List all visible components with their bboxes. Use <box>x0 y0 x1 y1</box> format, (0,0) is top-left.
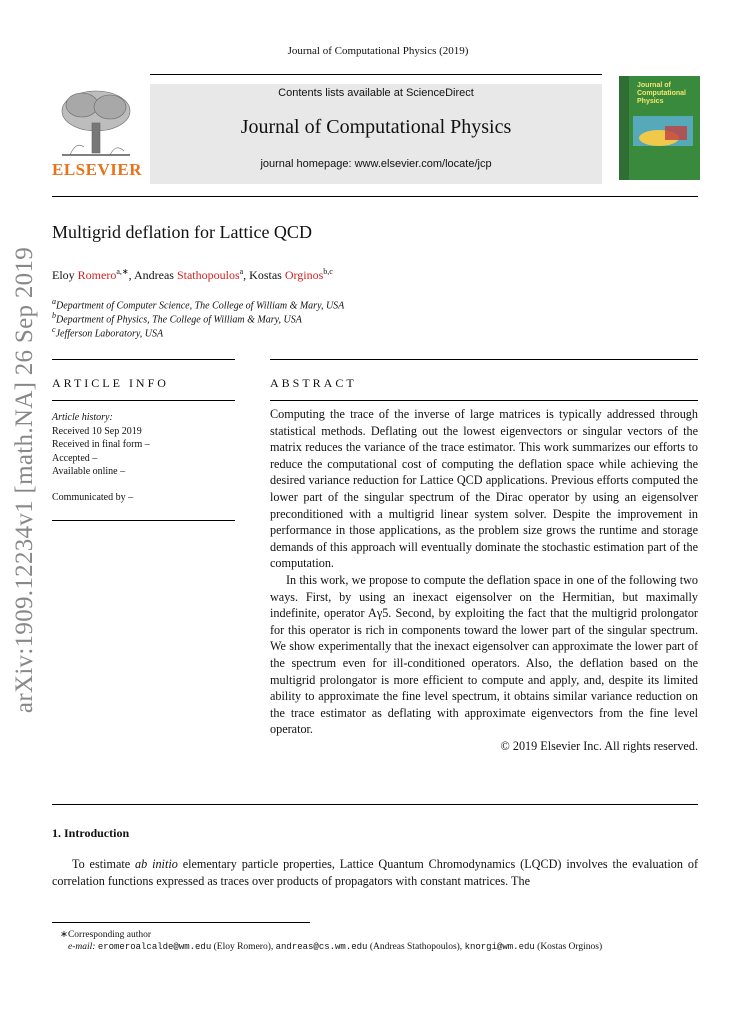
intro-paragraph: To estimate ab initio elementary particle properties, Lattice Quantum Chromodynamics (LQCD) involves the evaluation of correlation functions expressed as traces over products of propagators with constant matrices. The <box>52 857 699 888</box>
contents-line: Contents lists available at ScienceDirect <box>278 87 474 99</box>
affiliation: $^c$Jefferson Laboratory, USA <box>52 325 164 340</box>
email-link[interactable]: andreas@cs.wm.edu <box>275 942 368 952</box>
abstract-heading: ABSTRACT <box>270 376 357 390</box>
info-heading-rule <box>52 400 235 401</box>
abstract-heading-rule <box>270 400 698 401</box>
corresponding-author-note: ∗Corresponding author <box>60 930 152 940</box>
abstract-paragraph: In this work, we propose to compute the deflation space in one of the following two ways. First, by using an inexact eigensolver on the Hermitian, but maximally indefinite, operator Aγ5. Second, by exploiting the fact that the multigrid prolongator for this operator is rich in components toward the lower part of the singular spectrum. We show experimentally that the inexact eigensolver can approximate the lower part of the spectrum even for ill-conditioned operators. Also, the deflation based on the multigrid prolongator is more efficient to compute and apply, and, despite its limited ability to approximate the fine level spectrum, it obtains similar variance reduction on the trace estimator as deflating with approximate eigenvectors from the fine level operator. <box>270 572 698 737</box>
journal-name: Journal of Computational Physics <box>240 116 512 138</box>
author-name[interactable]: Romero <box>77 268 117 282</box>
header-top-rule <box>150 74 602 75</box>
abstract-body <box>270 406 698 754</box>
footnote-rule <box>52 922 310 923</box>
header-bottom-rule <box>52 196 698 197</box>
arxiv-stamp: arXiv:1909.12234v1 [math.NA] 26 Sep 2019 <box>11 246 38 714</box>
email-link[interactable]: knorgi@wm.edu <box>464 942 535 952</box>
section-heading-introduction: 1. Introduction <box>52 826 130 840</box>
author-name[interactable]: Orginos <box>284 268 324 282</box>
elsevier-wordmark: ELSEVIER <box>52 160 142 179</box>
email-link[interactable]: eromeroalcalde@wm.edu <box>97 942 212 952</box>
info-top-rule <box>52 359 235 360</box>
cover-art <box>619 76 700 180</box>
running-title: Journal of Computational Physics (2019) <box>287 45 469 57</box>
author-name[interactable]: Stathopoulos <box>176 268 240 282</box>
copyright: © 2019 Elsevier Inc. All rights reserved. <box>500 738 698 753</box>
affiliation: $^b$Department of Physics, The College of William & Mary, USA <box>52 311 302 326</box>
abstract-top-rule <box>270 359 698 360</box>
article-info-heading: ARTICLE INFO <box>52 376 169 390</box>
paper-title: Multigrid deflation for Lattice QCD <box>52 222 312 242</box>
affiliation: $^a$Department of Computer Science, The College of William & Mary, USA <box>52 297 345 312</box>
cover-title: Journal of Computational Physics <box>637 82 686 105</box>
abstract-paragraph: Computing the trace of the inverse of large matrices is typically addressed through statistical methods. Deflating out the lowest eigenvectors or singular vectors of the matrix reduces the variance of the trace estimator. This work summarizes our efforts to reduce the computational cost of computing the deflation space while achieving the desired variance reduction for Lattice QCD applications. Previous efforts computed the lower part of the singular spectrum of the Dirac operator by using an eigensolver preconditioned with a multigrid linear system solver. Despite the improvement in performance in those applications, as the problem size grows the runtime and storage demands of this approach will eventually dominate the stochastic estimation part of the computation. <box>270 407 698 571</box>
journal-homepage[interactable]: journal homepage: www.elsevier.com/locate/jcp <box>260 158 492 170</box>
author-list: Eloy Romero$^{a,∗}$, Andreas Stathopoulos$^a$, Kostas Orginos$^{b,c}$ <box>52 267 333 282</box>
abstract-bottom-rule <box>52 804 698 805</box>
email-line: e-mail: eromeroalcalde@wm.edu (Eloy Romero), andreas@cs.wm.edu (Andreas Stathopoulos), knorgi@wm.edu (Kostas Orginos) <box>68 942 603 952</box>
journal-banner <box>150 84 602 184</box>
article-history: Article history: Received 10 Sep 2019 Received in final form – Accepted – Available online – Communicated by – <box>52 412 150 503</box>
journal-cover <box>619 76 700 180</box>
info-bottom-rule <box>52 520 235 521</box>
